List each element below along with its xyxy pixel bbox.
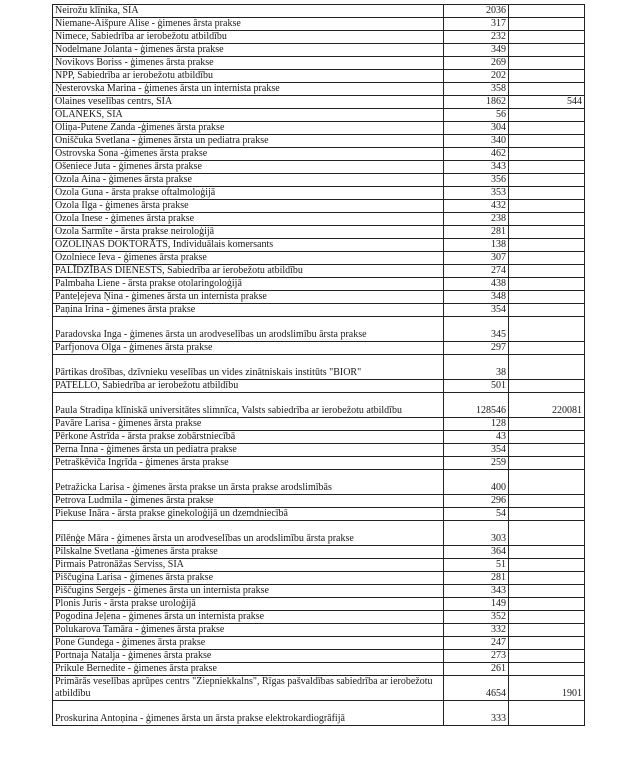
value-cell: 261 [444, 663, 509, 676]
value-2-cell [509, 187, 585, 200]
value-cell: 247 [444, 637, 509, 650]
value-cell: 296 [444, 495, 509, 508]
name-cell: Piekuse Ināra - ārsta prakse ginekoloģijā un dzemdniecībā [53, 508, 444, 521]
name-cell: Petražicka Larisa - ģimenes ārsta prakse un ārsta prakse arodslimībās [53, 470, 444, 495]
value-cell: 364 [444, 546, 509, 559]
name-cell: Niemane-Aišpure Alise - ģimenes ārsta prakse [53, 18, 444, 31]
value-cell: 43 [444, 431, 509, 444]
value-2-cell [509, 135, 585, 148]
table-row [53, 252, 585, 265]
value-cell: 354 [444, 444, 509, 457]
value-cell: 349 [444, 44, 509, 57]
value-cell: 348 [444, 291, 509, 304]
value-2-cell [509, 701, 585, 726]
table-row [53, 521, 585, 546]
name-cell: Pone Gundega - ģimenes ārsta prakse [53, 637, 444, 650]
name-cell: Ozola Sarmīte - ārsta prakse neiroloģijā [53, 226, 444, 239]
value-cell: 317 [444, 18, 509, 31]
table-row [53, 83, 585, 96]
name-cell: Ozola Ilga - ģimenes ārsta prakse [53, 200, 444, 213]
value-2-cell [509, 521, 585, 546]
value-2-cell [509, 109, 585, 122]
value-2-cell [509, 57, 585, 70]
value-cell: 352 [444, 611, 509, 624]
table-row [53, 18, 585, 31]
value-2-cell [509, 278, 585, 291]
table-row [53, 200, 585, 213]
table-row [53, 109, 585, 122]
value-cell: 273 [444, 650, 509, 663]
table-row [53, 96, 585, 109]
value-cell: 358 [444, 83, 509, 96]
name-cell: Paņina Irina - ģimenes ārsta prakse [53, 304, 444, 317]
name-cell: Ņesterovska Marina - ģimenes ārsta un internista prakse [53, 83, 444, 96]
name-cell: Neirožu klīnika, SIA [53, 5, 444, 18]
table-row [53, 598, 585, 611]
value-2-cell [509, 470, 585, 495]
name-cell: PALĪDZĪBAS DIENESTS, Sabiedrība ar ierobežotu atbildību [53, 265, 444, 278]
table-row [53, 122, 585, 135]
table-row [53, 135, 585, 148]
value-cell: 356 [444, 174, 509, 187]
name-cell: Palmbaha Liene - ārsta prakse otolaringoloģijā [53, 278, 444, 291]
table-row [53, 317, 585, 342]
value-2-cell [509, 200, 585, 213]
table-row [53, 676, 585, 701]
value-cell: 269 [444, 57, 509, 70]
table-row [53, 546, 585, 559]
value-cell: 354 [444, 304, 509, 317]
value-cell: 51 [444, 559, 509, 572]
table-row [53, 380, 585, 393]
name-cell: Pīlēnģe Māra - ģimenes ārsta un arodveselības un arodslimību ārsta prakse [53, 521, 444, 546]
value-2-cell [509, 495, 585, 508]
table-row [53, 611, 585, 624]
name-cell: Olaines veselības centrs, SIA [53, 96, 444, 109]
value-cell: 345 [444, 317, 509, 342]
value-2-cell [509, 650, 585, 663]
table-row [53, 355, 585, 380]
value-cell: 281 [444, 226, 509, 239]
value-2-cell [509, 239, 585, 252]
value-cell: 238 [444, 213, 509, 226]
name-cell: Petrova Ludmila - ģimenes ārsta prakse [53, 495, 444, 508]
value-cell: 501 [444, 380, 509, 393]
value-2-cell [509, 418, 585, 431]
table-row [53, 393, 585, 418]
table-row [53, 148, 585, 161]
name-cell: Polukarova Tamāra - ģimenes ārsta prakse [53, 624, 444, 637]
name-cell: Paula Stradiņa klīniskā universitātes slimnīca, Valsts sabiedrība ar ierobežotu atbildību [53, 393, 444, 418]
value-cell: 38 [444, 355, 509, 380]
table-row [53, 304, 585, 317]
table-row [53, 457, 585, 470]
name-cell: Proskurina Antoņina - ģimenes ārsta un ārsta prakse elektrokardiogrāfijā [53, 701, 444, 726]
name-cell: NPP, Sabiedrība ar ierobežotu atbildību [53, 70, 444, 83]
name-cell: Portnaja Natalja - ģimenes ārsta prakse [53, 650, 444, 663]
name-cell: Nimece, Sabiedrība ar ierobežotu atbildību [53, 31, 444, 44]
value-2-cell [509, 380, 585, 393]
table-body [53, 5, 585, 726]
value-cell: 4654 [444, 676, 509, 701]
table-row [53, 572, 585, 585]
value-2-cell [509, 598, 585, 611]
name-cell: Panteļejeva Ņina - ģimenes ārsta un internista prakse [53, 291, 444, 304]
value-2-cell [509, 291, 585, 304]
value-2-cell [509, 611, 585, 624]
table-row [53, 470, 585, 495]
value-cell: 56 [444, 109, 509, 122]
value-cell: 274 [444, 265, 509, 278]
value-cell: 303 [444, 521, 509, 546]
institutions-table [52, 4, 585, 726]
value-cell: 1862 [444, 96, 509, 109]
name-cell: Plonis Juris - ārsta prakse uroloģijā [53, 598, 444, 611]
table-row [53, 508, 585, 521]
table-row [53, 342, 585, 355]
value-2-cell [509, 44, 585, 57]
name-cell: Pogodina Jeļena - ģimenes ārsta un internista prakse [53, 611, 444, 624]
value-2-cell [509, 444, 585, 457]
value-cell: 2036 [444, 5, 509, 18]
value-2-cell [509, 148, 585, 161]
table-row [53, 559, 585, 572]
name-cell: Ošeniece Juta - ģimenes ārsta prakse [53, 161, 444, 174]
name-cell: Petraškēviča Ingrīda - ģimenes ārsta prakse [53, 457, 444, 470]
table-row [53, 187, 585, 200]
value-cell: 307 [444, 252, 509, 265]
value-2-cell [509, 213, 585, 226]
table-row [53, 213, 585, 226]
value-cell: 353 [444, 187, 509, 200]
name-cell: Parfjonova Olga - ģimenes ārsta prakse [53, 342, 444, 355]
table-row [53, 624, 585, 637]
value-cell: 232 [444, 31, 509, 44]
value-2-cell [509, 624, 585, 637]
value-cell: 432 [444, 200, 509, 213]
name-cell: OZOLIŅAS DOKTORĀTS, Individuālais komersants [53, 239, 444, 252]
value-cell: 138 [444, 239, 509, 252]
table-row [53, 495, 585, 508]
value-cell: 333 [444, 701, 509, 726]
table-row [53, 70, 585, 83]
value-2-cell: 1901 [509, 676, 585, 701]
value-cell: 128546 [444, 393, 509, 418]
name-cell: Pārtikas drošības, dzīvnieku veselības un vides zinātniskais institūts "BIOR" [53, 355, 444, 380]
table-row [53, 239, 585, 252]
name-cell: Nodelmane Jolanta - ģimenes ārsta prakse [53, 44, 444, 57]
table-row [53, 701, 585, 726]
name-cell: Pavāre Larisa - ģimenes ārsta prakse [53, 418, 444, 431]
value-cell: 343 [444, 161, 509, 174]
table-row [53, 291, 585, 304]
table-row [53, 663, 585, 676]
value-2-cell [509, 457, 585, 470]
name-cell: Oliņa-Putene Zanda -ģimenes ārsta prakse [53, 122, 444, 135]
value-2-cell [509, 342, 585, 355]
value-cell: 54 [444, 508, 509, 521]
name-cell: Ozolniece Ieva - ģimenes ārsta prakse [53, 252, 444, 265]
value-cell: 259 [444, 457, 509, 470]
value-2-cell [509, 508, 585, 521]
name-cell: Perna Inna - ģimenes ārsta un pediatra prakse [53, 444, 444, 457]
value-2-cell [509, 31, 585, 44]
value-2-cell [509, 5, 585, 18]
name-cell: OLANEKS, SIA [53, 109, 444, 122]
name-cell: Ozola Inese - ģimenes ārsta prakse [53, 213, 444, 226]
name-cell: Ostrovska Sona -ģimenes ārsta prakse [53, 148, 444, 161]
table-row [53, 585, 585, 598]
value-2-cell [509, 161, 585, 174]
value-2-cell [509, 546, 585, 559]
table-row [53, 174, 585, 187]
name-cell: Paradovska Inga - ģimenes ārsta un arodveselības un arodslimību ārsta prakse [53, 317, 444, 342]
value-cell: 438 [444, 278, 509, 291]
name-cell: Ozola Aina - ģimenes ārsta prakse [53, 174, 444, 187]
table-row [53, 278, 585, 291]
value-cell: 202 [444, 70, 509, 83]
value-cell: 297 [444, 342, 509, 355]
table-row [53, 637, 585, 650]
value-cell: 462 [444, 148, 509, 161]
document-sheet [52, 4, 581, 726]
value-2-cell [509, 122, 585, 135]
value-2-cell [509, 174, 585, 187]
value-2-cell [509, 304, 585, 317]
table-row [53, 5, 585, 18]
value-2-cell [509, 83, 585, 96]
value-cell: 343 [444, 585, 509, 598]
value-cell: 128 [444, 418, 509, 431]
name-cell: Prikule Bernedite - ģimenes ārsta prakse [53, 663, 444, 676]
value-2-cell [509, 585, 585, 598]
name-cell: Novikovs Boriss - ģimenes ārsta prakse [53, 57, 444, 70]
value-cell: 332 [444, 624, 509, 637]
table-row [53, 418, 585, 431]
value-2-cell [509, 559, 585, 572]
value-2-cell [509, 572, 585, 585]
name-cell: Pērkone Astrīda - ārsta prakse zobārstniecībā [53, 431, 444, 444]
name-cell: Pilskalne Svetlana -ģimenes ārsta prakse [53, 546, 444, 559]
table-row [53, 44, 585, 57]
value-cell: 281 [444, 572, 509, 585]
table-row [53, 31, 585, 44]
value-2-cell: 220081 [509, 393, 585, 418]
value-2-cell [509, 317, 585, 342]
table-row [53, 444, 585, 457]
table-row [53, 431, 585, 444]
value-2-cell [509, 265, 585, 278]
table-row [53, 57, 585, 70]
value-cell: 340 [444, 135, 509, 148]
value-cell: 149 [444, 598, 509, 611]
name-cell: PATELLO, Sabiedrība ar ierobežotu atbildību [53, 380, 444, 393]
name-cell: Piščugins Sergejs - ģimenes ārsta un internista prakse [53, 585, 444, 598]
value-2-cell [509, 637, 585, 650]
name-cell: Piščugina Larisa - ģimenes ārsta prakse [53, 572, 444, 585]
value-2-cell: 544 [509, 96, 585, 109]
name-cell: Ozola Guna - ārsta prakse oftalmoloģijā [53, 187, 444, 200]
value-2-cell [509, 18, 585, 31]
name-cell: Primārās veselības aprūpes centrs "Ziepniekkalns", Rīgas pašvaldības sabiedrība ar ierobežotu atbildību [53, 676, 444, 701]
value-2-cell [509, 663, 585, 676]
table-row [53, 226, 585, 239]
name-cell: Oniščuka Svetlana - ģimenes ārsta un pediatra prakse [53, 135, 444, 148]
table-row [53, 265, 585, 278]
value-2-cell [509, 226, 585, 239]
name-cell: Pirmais Patronāžas Serviss, SIA [53, 559, 444, 572]
value-cell: 400 [444, 470, 509, 495]
table-row [53, 161, 585, 174]
table-row [53, 650, 585, 663]
value-2-cell [509, 355, 585, 380]
value-2-cell [509, 70, 585, 83]
value-cell: 304 [444, 122, 509, 135]
value-2-cell [509, 431, 585, 444]
value-2-cell [509, 252, 585, 265]
